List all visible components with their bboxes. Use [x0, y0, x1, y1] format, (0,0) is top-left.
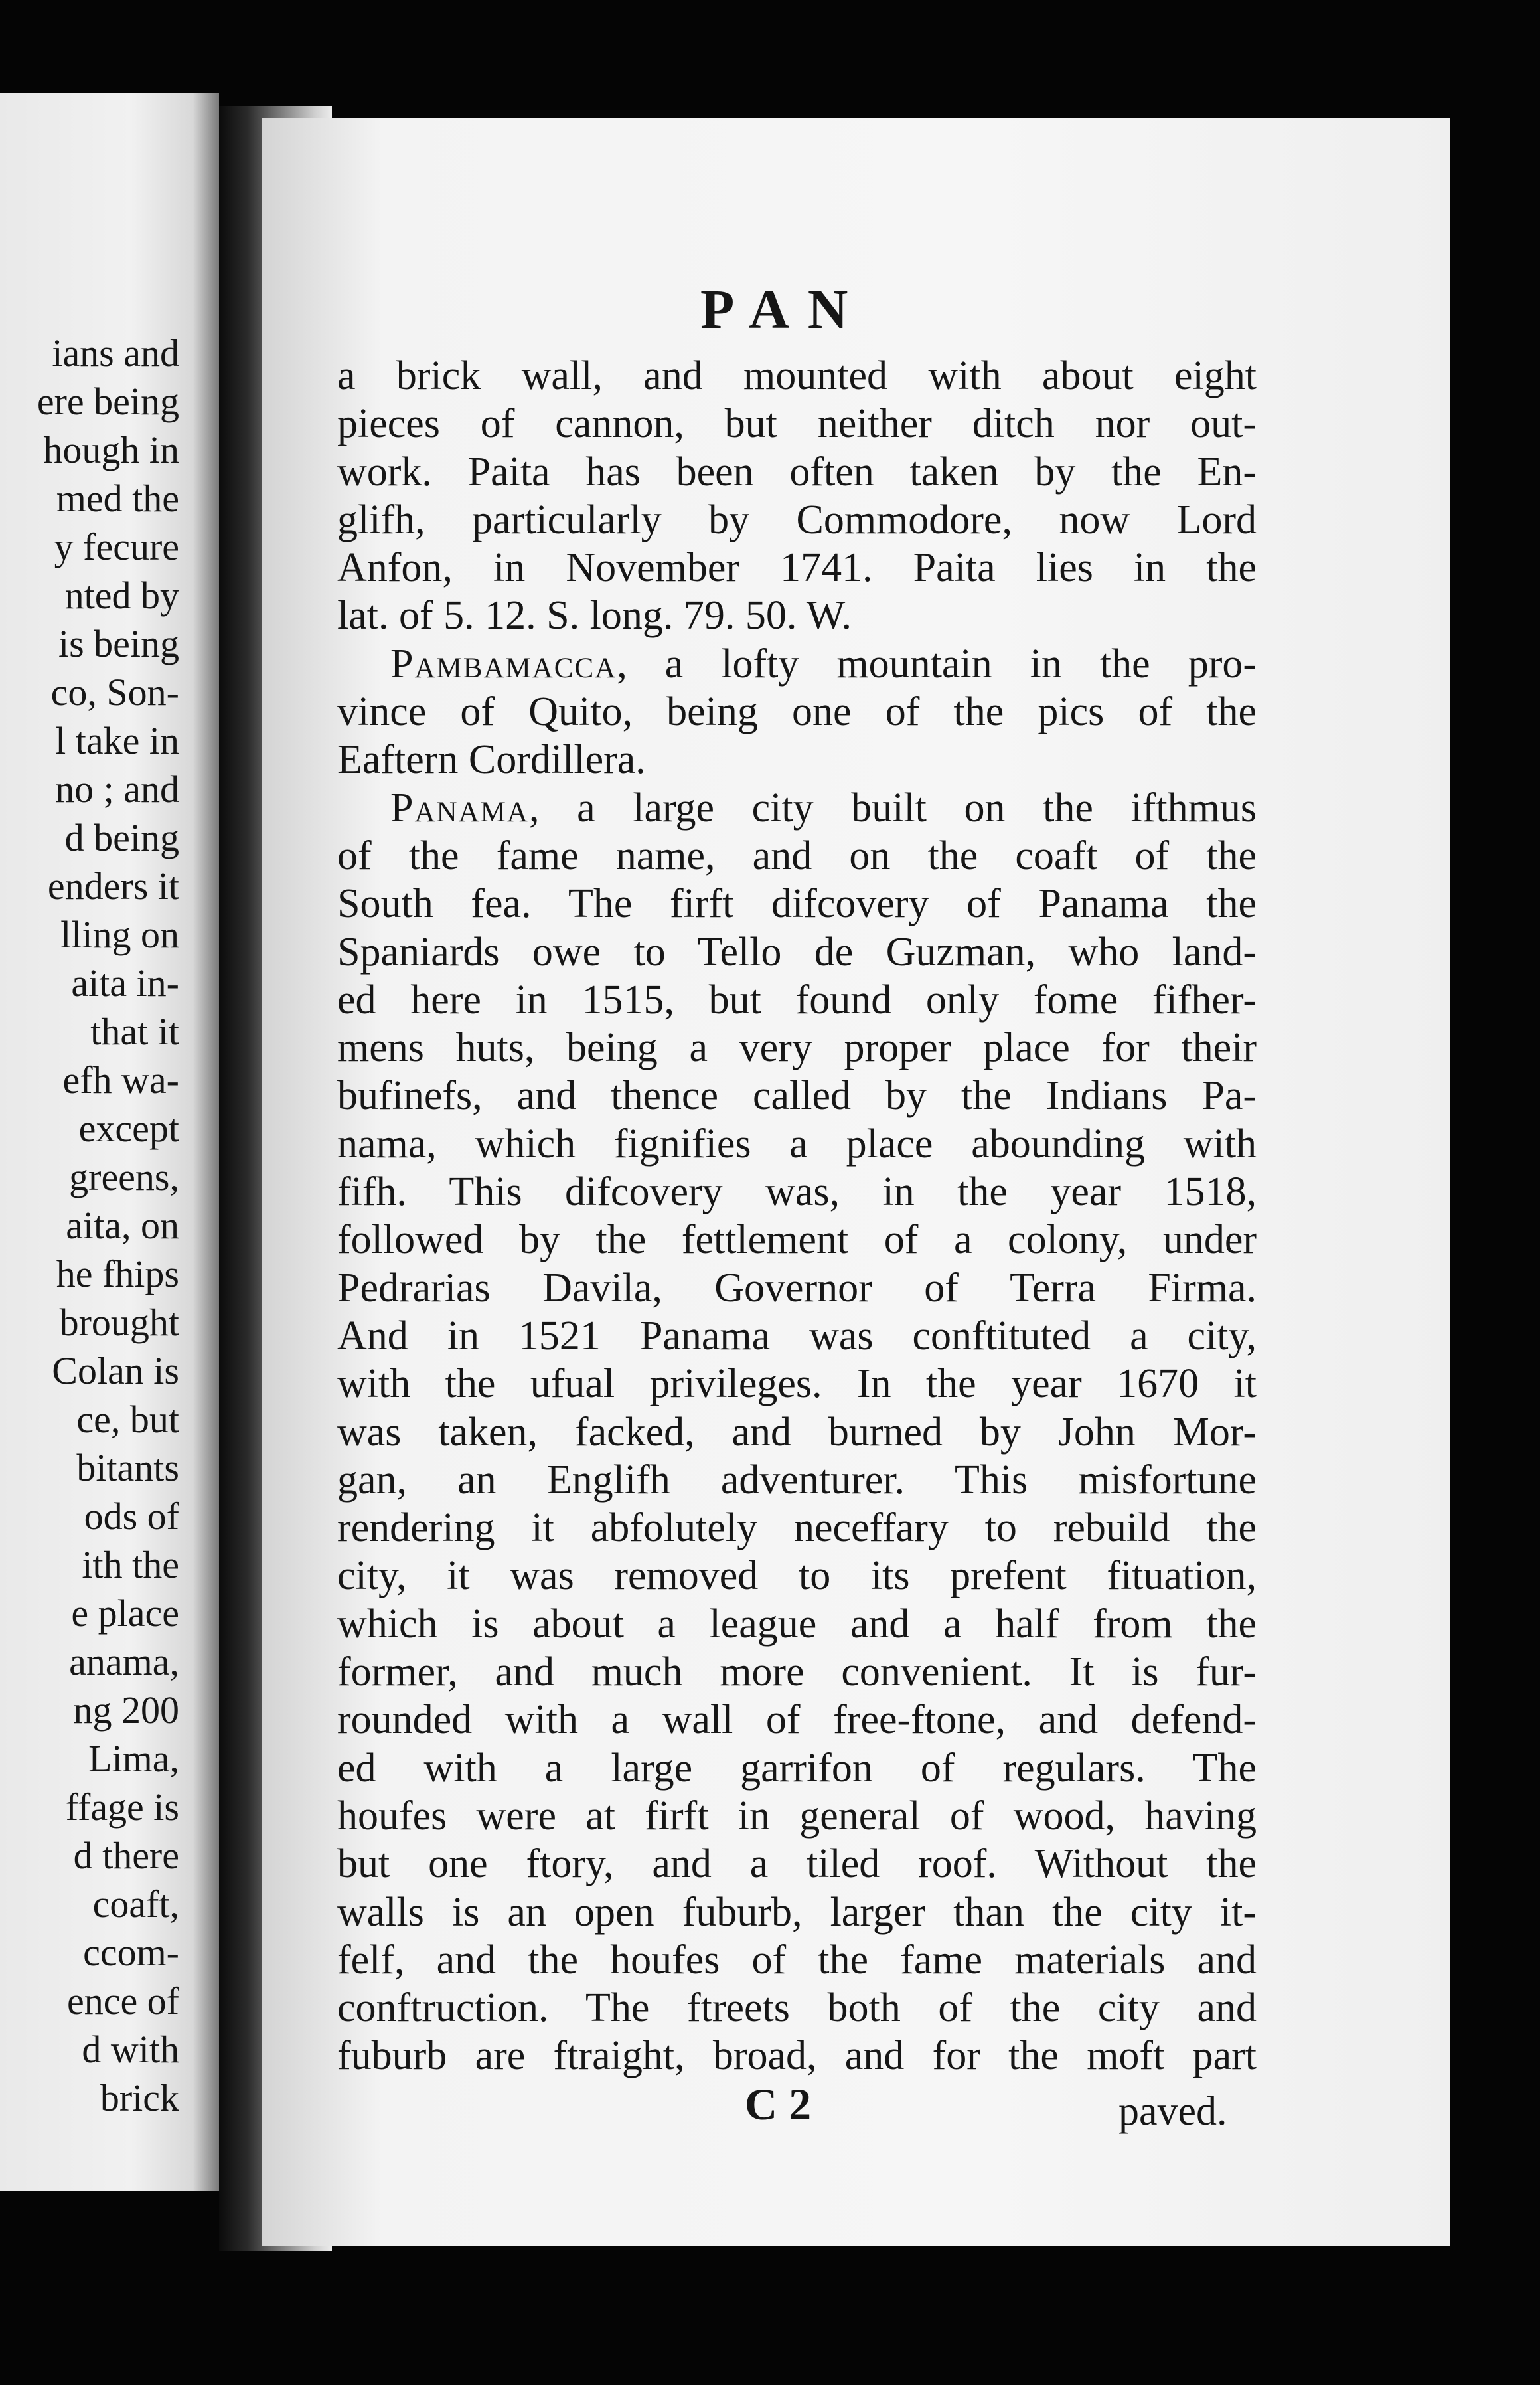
left-page-line: bitants [76, 1446, 179, 1489]
line-text: , a large city built on the ifthmus [528, 785, 1257, 831]
left-page-line: co, Son- [50, 671, 179, 714]
text-line [337, 1792, 1257, 1840]
left-page-line: aita in- [71, 961, 179, 1005]
text-line [337, 1360, 1257, 1408]
left-page-line: d being [64, 816, 179, 859]
left-page-line: is being [58, 622, 179, 665]
line-text: was taken, facked, and burned by John Mor- [337, 1409, 1257, 1455]
left-page-line: y fecure [54, 525, 179, 568]
line-text: ed here in 1515, but found only fome fifher- [337, 977, 1257, 1023]
text-line [337, 1984, 1257, 2032]
left-page-line: anama, [69, 1640, 179, 1683]
line-text: South fea. The firft difcovery of Panama the [337, 881, 1257, 927]
line-text: rounded with a wall of free-ftone, and defend- [337, 1697, 1257, 1743]
previous-page-text [37, 329, 179, 2122]
body-text [337, 352, 1257, 2080]
left-page-line: efh wa- [62, 1058, 179, 1102]
line-text: pieces of cannon, but neither ditch nor out- [337, 401, 1257, 447]
text-line [337, 592, 1257, 639]
text-line [337, 688, 1257, 736]
line-text: former, and much more convenient. It is fur- [337, 1649, 1257, 1695]
text-line [337, 1936, 1257, 1984]
text-line [337, 1744, 1257, 1792]
text-line [337, 1696, 1257, 1744]
left-page-line: ce, but [76, 1398, 179, 1441]
text-line [337, 1072, 1257, 1119]
left-page-line: greens, [69, 1155, 179, 1198]
line-text: mens huts, being a very proper place for their [337, 1025, 1257, 1071]
left-page-line: Lima, [88, 1737, 179, 1780]
line-text: , a lofty mountain in the pro- [617, 641, 1257, 687]
text-line [337, 1840, 1257, 1888]
left-page-line: Colan is [52, 1349, 179, 1392]
running-head: PAN [700, 279, 867, 341]
entry-headword: Pambamacca [390, 641, 617, 687]
text-line [337, 1888, 1257, 1936]
text-line [337, 2032, 1257, 2080]
left-page-line: ith the [82, 1543, 179, 1586]
line-text: glifh, particularly by Commodore, now Lord [337, 497, 1257, 542]
left-page-line: brick [100, 2076, 179, 2119]
line-text: work. Paita has been often taken by the En- [337, 449, 1257, 495]
line-text: walls is an open fuburb, larger than the city it- [337, 1889, 1257, 1935]
line-text: lat. of 5. 12. S. long. 79. 50. W. [337, 593, 852, 639]
text-line [337, 976, 1257, 1024]
text-line [337, 1120, 1257, 1168]
line-text: a brick wall, and mounted with about eight [337, 353, 1257, 398]
entry-start-line [337, 640, 1257, 688]
line-text: vince of Quito, being one of the pics of the [337, 689, 1257, 735]
left-page-line: hough in [43, 428, 179, 471]
left-page-line: no ; and [55, 768, 179, 811]
left-page-line: ng 200 [73, 1688, 179, 1732]
line-text: And in 1521 Panama was conftituted a city, [337, 1313, 1257, 1358]
text-line [337, 1168, 1257, 1216]
line-text: houfes were at firft in general of wood, having [337, 1793, 1257, 1839]
text-line [337, 448, 1257, 496]
left-page-line: he fhips [56, 1252, 179, 1295]
text-line [337, 544, 1257, 592]
catchword: paved. [1118, 2089, 1227, 2134]
left-page-line: d there [73, 1834, 179, 1877]
line-text: bufinefs, and thence called by the Indians Pa- [337, 1073, 1257, 1119]
line-text: city, it was removed to its prefent fituation, [337, 1553, 1257, 1599]
left-page-line: med the [56, 477, 179, 520]
text-line [337, 1456, 1257, 1504]
left-page-line: brought [59, 1301, 179, 1344]
text-line [337, 928, 1257, 976]
left-page-line: nted by [64, 574, 179, 617]
left-page-line: coaft, [92, 1882, 179, 1926]
signature-mark: C 2 [745, 2079, 812, 2129]
line-text: Anfon, in November 1741. Paita lies in the [337, 545, 1257, 591]
text-line [337, 1312, 1257, 1360]
line-text: gan, an Englifh adventurer. This misfortune [337, 1457, 1257, 1503]
line-text: Eaftern Cordillera. [337, 737, 646, 783]
left-page-line: e place [71, 1592, 179, 1635]
text-line [337, 400, 1257, 448]
line-text: rendering it abfolutely neceffary to rebuild the [337, 1505, 1257, 1551]
text-line [337, 1504, 1257, 1552]
left-page-line: d with [82, 2028, 179, 2071]
left-page-line: l take in [55, 719, 179, 762]
line-text: of the fame name, and on the coaft of the [337, 833, 1257, 878]
left-page-line: aita, on [66, 1204, 179, 1247]
entry-headword: Panama [390, 785, 529, 831]
text-line [337, 1408, 1257, 1456]
line-text: Spaniards owe to Tello de Guzman, who land- [337, 929, 1257, 975]
left-page-line: ere being [37, 380, 179, 423]
left-page-line: that it [90, 1010, 179, 1053]
left-page-line: lling on [60, 913, 179, 956]
line-text: nama, which fignifies a place abounding with [337, 1121, 1257, 1167]
text-line [337, 1648, 1257, 1696]
previous-page-fragment [0, 93, 219, 2191]
left-page-line: except [78, 1107, 179, 1150]
left-page-line: ccom- [83, 1931, 179, 1974]
line-text: with the ufual privileges. In the year 1670 it [337, 1361, 1257, 1407]
text-line [337, 832, 1257, 880]
entry-start-line [337, 784, 1257, 832]
text-line [337, 352, 1257, 400]
line-text: followed by the fettlement of a colony, under [337, 1217, 1257, 1263]
line-text: but one ftory, and a tiled roof. Without the [337, 1841, 1257, 1887]
text-line [337, 736, 1257, 783]
text-line [337, 1024, 1257, 1072]
left-page-line: ffage is [65, 1785, 179, 1829]
left-page-line: enders it [47, 864, 179, 908]
left-page-line: ians and [52, 331, 179, 374]
text-line [337, 1264, 1257, 1312]
line-text: fifh. This difcovery was, in the year 1518, [337, 1169, 1257, 1215]
text-line [337, 496, 1257, 544]
text-line [337, 1600, 1257, 1648]
left-page-line: ence of [66, 1979, 179, 2022]
line-text: fuburb are ftraight, broad, and for the moft part [337, 2033, 1257, 2079]
text-line [337, 880, 1257, 928]
line-text: which is about a league and a half from the [337, 1601, 1257, 1647]
line-text: Pedrarias Davila, Governor of Terra Firma. [337, 1265, 1257, 1311]
left-page-line: ods of [84, 1495, 179, 1538]
line-text: felf, and the houfes of the fame materials and [337, 1937, 1257, 1983]
line-text: ed with a large garrifon of regulars. The [337, 1745, 1257, 1791]
text-line [337, 1552, 1257, 1600]
text-line [337, 1216, 1257, 1264]
line-text: conftruction. The ftreets both of the city and [337, 1985, 1257, 2031]
